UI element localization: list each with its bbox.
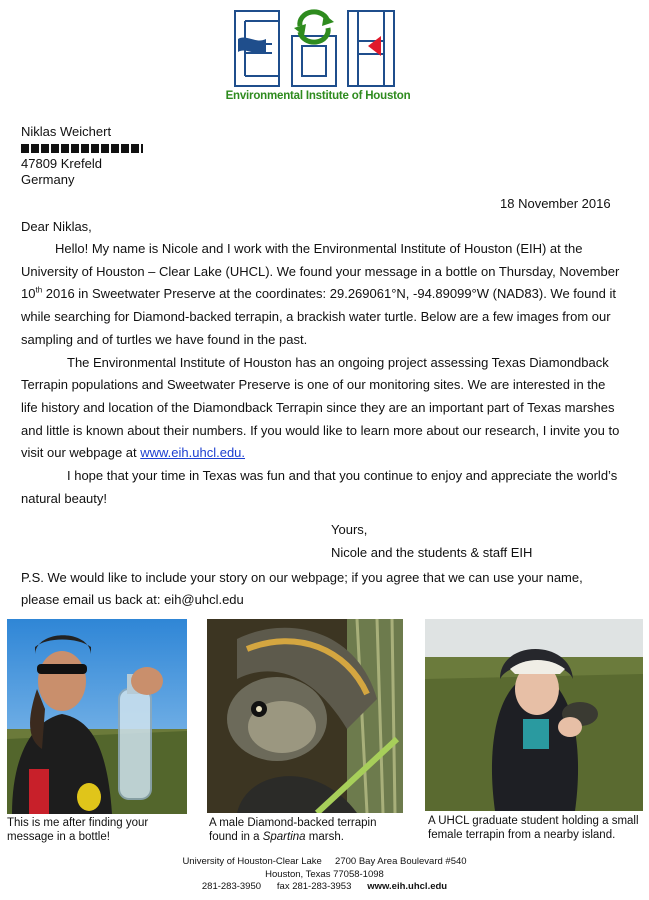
closing-signature: Nicole and the students & staff EIH (331, 545, 533, 560)
recipient-city: 47809 Krefeld (21, 156, 102, 171)
recipient-country: Germany (21, 172, 75, 187)
footer (0, 856, 649, 894)
eih-logo-graphic (232, 6, 402, 96)
eih-website-link[interactable]: www.eih.uhcl.edu. (140, 445, 246, 461)
recycle-icon (294, 12, 334, 42)
paragraph-1: Hello! My name is Nicole and I work with the Environmental Institute of Houston (EIH) at the University of Houston – Clear Lake (UHCL). We found your message in a bottle on Thursday, November 10th 2016 in Sweetwater Preserve at the coordinates: 29.269061°N, -94.89099°W (NAD83). We found it while searching for Diamond-backed terrapin, a brackish water turtle. Below are a few images from our sampling and of turtles we have found in the past. (21, 241, 620, 347)
greeting: Dear Niklas, (21, 219, 92, 234)
paragraph-3: I hope that your time in Texas was fun and that you continue to enjoy and appreciate the world’s natural beauty! (21, 468, 618, 506)
postscript: P.S. We would like to include your story on our webpage; if you agree that we can use your name, please email us back at: eih@uhcl.edu (21, 570, 583, 607)
recipient-street-redacted (21, 140, 143, 156)
caption-1: This is me after finding your message in a bottle! (7, 817, 149, 843)
caption-2: A male Diamond-backed terrapin found in a Spartina marsh. (209, 817, 377, 843)
paragraph-2: The Environmental Institute of Houston has an ongoing project assessing Texas Diamondback Terrapin populations and Sweetwater Preserve is one of our monitoring sites. We are interested in the life history and location of the Diamondback Terrapin since they are an important part of Texas marshes and little is known about their numbers. If you would like to learn more about our research, I invite you to visit our webpage at www.eih.uhcl.edu. (21, 354, 620, 461)
recipient-name: Niklas Weichert (21, 124, 112, 139)
footer-line-3: 281-283-3950 fax 281-283-3953 www.eih.uhcl.edu (201, 881, 448, 892)
org-name: Environmental Institute of Houston (225, 90, 411, 102)
footer-line-1: University of Houston-Clear Lake 2700 Bay Area Boulevard #540 (182, 856, 467, 867)
photo-terrapin (207, 619, 403, 813)
redaction-bar (21, 144, 143, 153)
photo-student-with-terrapin (425, 619, 643, 811)
footer-line-2: Houston, Texas 77058-1098 (265, 868, 384, 880)
photo-finder-with-bottle (7, 619, 187, 814)
letter-body (21, 238, 621, 510)
recipient-block (21, 124, 143, 188)
caption-3: A UHCL graduate student holding a small female terrapin from a nearby island. (428, 815, 639, 841)
closing-yours: Yours, (331, 522, 368, 537)
footer-website-link[interactable]: www.eih.uhcl.edu (367, 881, 448, 892)
letter-date: 18 November 2016 (500, 196, 611, 211)
